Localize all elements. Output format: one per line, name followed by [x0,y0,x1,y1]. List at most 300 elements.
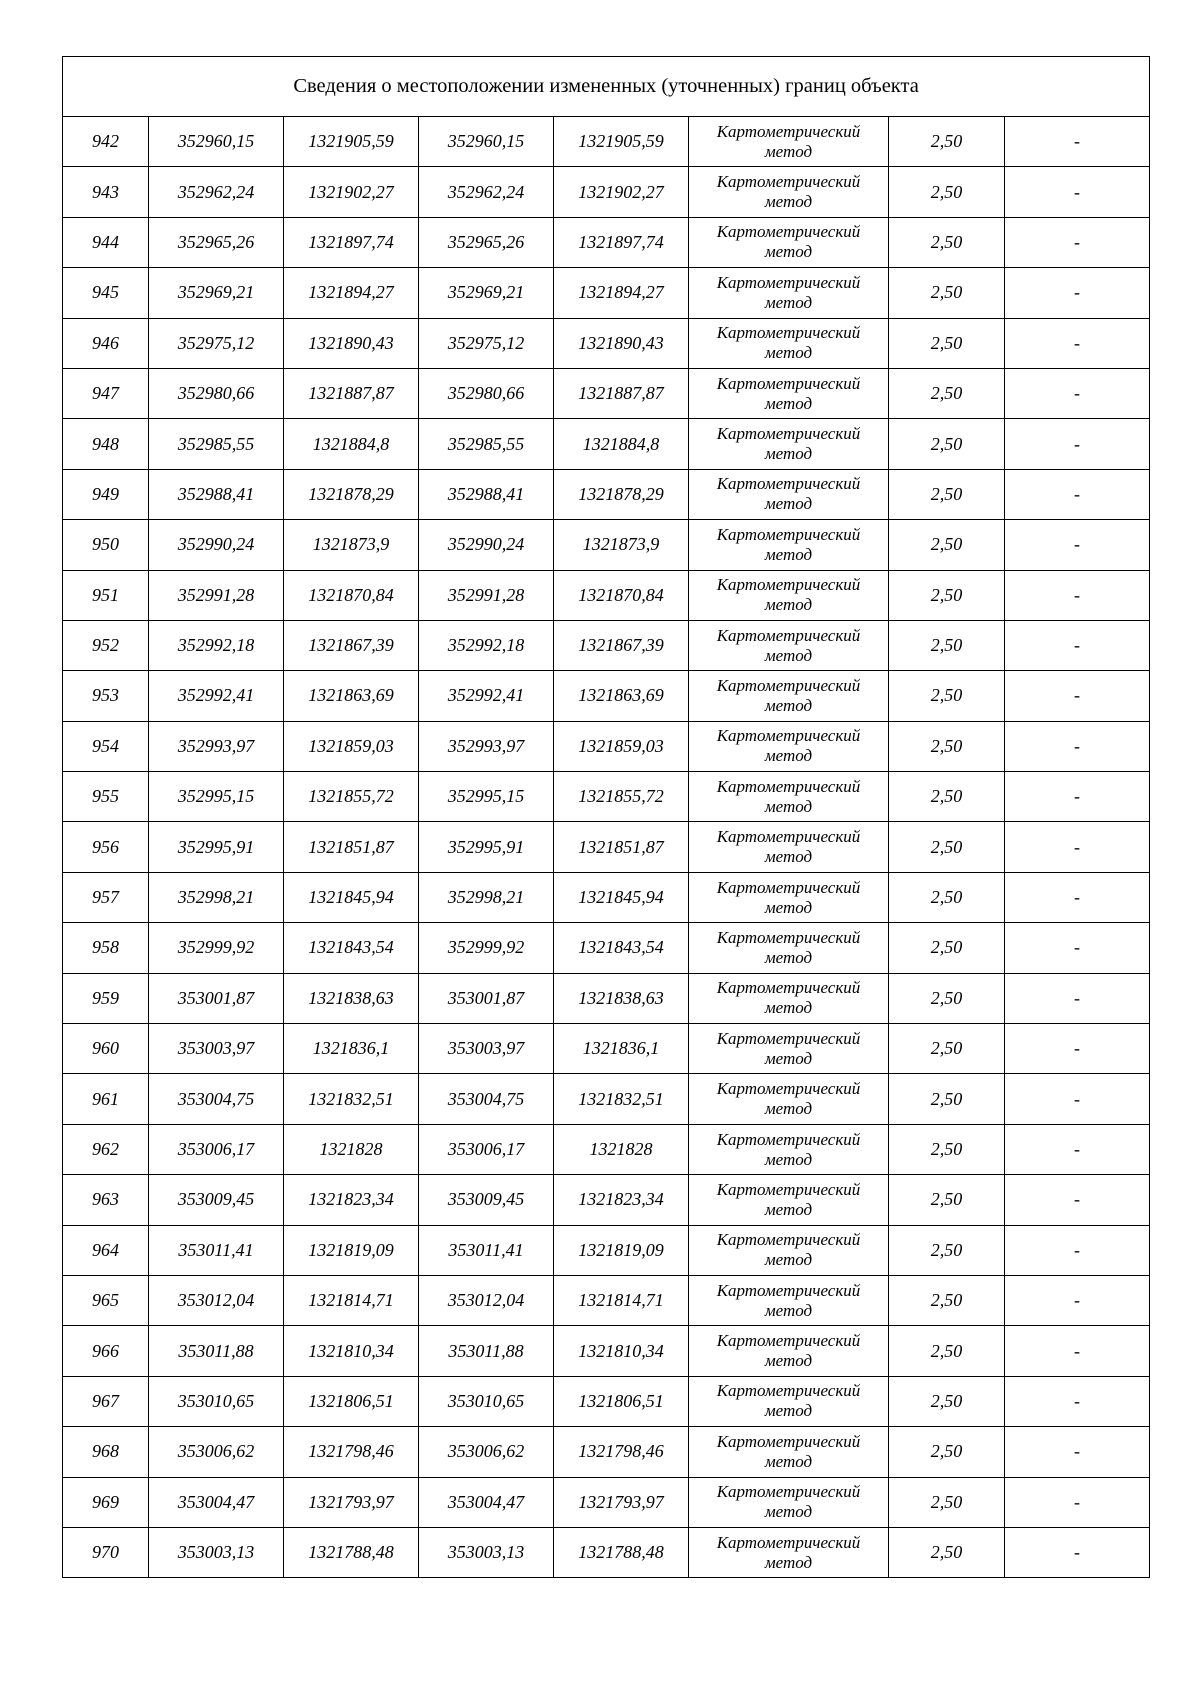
point-number-cell: 964 [63,1225,149,1275]
y-refined-cell: 1321870,84 [554,570,689,620]
method-line-2: метод [764,897,813,917]
table-row [63,368,1150,418]
x-refined-cell: 352960,15 [419,117,554,167]
method-line-1: Картометрический [716,1532,861,1552]
point-number-cell: 947 [63,368,149,418]
method-cell [689,1326,889,1376]
table-row [63,1477,1150,1527]
method-line-2: метод [764,494,813,514]
x-existing-cell: 352975,12 [149,318,284,368]
description-cell: - [1005,419,1150,469]
description-cell: - [1005,268,1150,318]
table-row [63,419,1150,469]
point-number-cell: 944 [63,217,149,267]
accuracy-cell: 2,50 [889,469,1005,519]
description-cell: - [1005,368,1150,418]
accuracy-cell: 2,50 [889,620,1005,670]
method-cell [689,1124,889,1174]
method-line-1: Картометрический [716,524,861,544]
table-row [63,1124,1150,1174]
method-cell [689,620,889,670]
point-number-cell: 957 [63,872,149,922]
boundary-coordinates-table [62,56,1150,1578]
accuracy-cell: 2,50 [889,973,1005,1023]
y-existing-cell: 1321887,87 [284,368,419,418]
description-cell: - [1005,923,1150,973]
point-number-cell: 967 [63,1376,149,1426]
method-line-1: Картометрический [716,172,861,192]
x-refined-cell: 352995,15 [419,772,554,822]
method-line-2: метод [764,1351,813,1371]
point-number-cell: 962 [63,1124,149,1174]
description-cell: - [1005,520,1150,570]
y-existing-cell: 1321810,34 [284,1326,419,1376]
accuracy-cell: 2,50 [889,1024,1005,1074]
table-row [63,117,1150,167]
method-line-1: Картометрический [716,272,861,292]
x-existing-cell: 352990,24 [149,520,284,570]
y-refined-cell: 1321855,72 [554,772,689,822]
method-line-1: Картометрический [716,1431,861,1451]
method-cell [689,520,889,570]
x-existing-cell: 352995,15 [149,772,284,822]
x-existing-cell: 353011,41 [149,1225,284,1275]
method-line-1: Картометрический [716,625,861,645]
point-number-cell: 953 [63,671,149,721]
method-line-1: Картометрический [716,978,861,998]
method-cell [689,318,889,368]
method-cell [689,167,889,217]
method-line-1: Картометрический [716,1129,861,1149]
point-number-cell: 946 [63,318,149,368]
method-line-1: Картометрический [716,726,861,746]
y-refined-cell: 1321867,39 [554,620,689,670]
x-existing-cell: 352980,66 [149,368,284,418]
x-existing-cell: 352962,24 [149,167,284,217]
y-refined-cell: 1321897,74 [554,217,689,267]
description-cell: - [1005,1024,1150,1074]
y-refined-cell: 1321845,94 [554,872,689,922]
x-refined-cell: 353011,88 [419,1326,554,1376]
x-refined-cell: 352995,91 [419,822,554,872]
description-cell: - [1005,469,1150,519]
x-refined-cell: 352992,41 [419,671,554,721]
y-existing-cell: 1321851,87 [284,822,419,872]
method-cell [689,1527,889,1577]
x-existing-cell: 353004,75 [149,1074,284,1124]
table-row [63,1074,1150,1124]
description-cell: - [1005,570,1150,620]
method-cell [689,1225,889,1275]
method-line-1: Картометрический [716,323,861,343]
method-line-2: метод [764,192,813,212]
table-row [63,167,1150,217]
description-cell: - [1005,1074,1150,1124]
y-existing-cell: 1321832,51 [284,1074,419,1124]
table-row [63,822,1150,872]
accuracy-cell: 2,50 [889,520,1005,570]
y-refined-cell: 1321788,48 [554,1527,689,1577]
accuracy-cell: 2,50 [889,1225,1005,1275]
x-refined-cell: 352999,92 [419,923,554,973]
y-refined-cell: 1321832,51 [554,1074,689,1124]
x-existing-cell: 353001,87 [149,973,284,1023]
accuracy-cell: 2,50 [889,721,1005,771]
method-line-2: метод [764,947,813,967]
method-line-2: метод [764,141,813,161]
method-line-2: метод [764,847,813,867]
x-existing-cell: 352991,28 [149,570,284,620]
x-refined-cell: 352965,26 [419,217,554,267]
x-existing-cell: 353004,47 [149,1477,284,1527]
point-number-cell: 954 [63,721,149,771]
y-refined-cell: 1321838,63 [554,973,689,1023]
table-row [63,620,1150,670]
y-refined-cell: 1321798,46 [554,1427,689,1477]
x-refined-cell: 353001,87 [419,973,554,1023]
table-title: Сведения о местоположении измененных (уточненных) границ объекта [63,57,1150,117]
x-existing-cell: 352969,21 [149,268,284,318]
description-cell: - [1005,772,1150,822]
x-existing-cell: 353010,65 [149,1376,284,1426]
y-existing-cell: 1321905,59 [284,117,419,167]
accuracy-cell: 2,50 [889,1477,1005,1527]
method-line-2: метод [764,746,813,766]
accuracy-cell: 2,50 [889,1175,1005,1225]
table-row [63,923,1150,973]
y-refined-cell: 1321836,1 [554,1024,689,1074]
method-cell [689,872,889,922]
x-refined-cell: 352980,66 [419,368,554,418]
description-cell: - [1005,318,1150,368]
method-line-1: Картометрический [716,222,861,242]
method-line-2: метод [764,292,813,312]
method-cell [689,268,889,318]
accuracy-cell: 2,50 [889,368,1005,418]
method-cell [689,973,889,1023]
x-refined-cell: 353011,41 [419,1225,554,1275]
y-refined-cell: 1321884,8 [554,419,689,469]
x-refined-cell: 352993,97 [419,721,554,771]
x-refined-cell: 353010,65 [419,1376,554,1426]
x-refined-cell: 353012,04 [419,1275,554,1325]
x-refined-cell: 353004,75 [419,1074,554,1124]
method-line-1: Картометрический [716,1482,861,1502]
y-refined-cell: 1321878,29 [554,469,689,519]
method-line-2: метод [764,1300,813,1320]
y-refined-cell: 1321823,34 [554,1175,689,1225]
description-cell: - [1005,1477,1150,1527]
x-refined-cell: 352990,24 [419,520,554,570]
point-number-cell: 960 [63,1024,149,1074]
method-line-2: метод [764,998,813,1018]
method-cell [689,772,889,822]
method-line-1: Картометрический [716,1280,861,1300]
x-refined-cell: 352992,18 [419,620,554,670]
y-existing-cell: 1321894,27 [284,268,419,318]
description-cell: - [1005,1376,1150,1426]
y-existing-cell: 1321855,72 [284,772,419,822]
x-existing-cell: 353003,97 [149,1024,284,1074]
point-number-cell: 943 [63,167,149,217]
description-cell: - [1005,721,1150,771]
method-line-1: Картометрический [716,121,861,141]
method-cell [689,1074,889,1124]
x-refined-cell: 353006,62 [419,1427,554,1477]
method-line-1: Картометрический [716,927,861,947]
table-row [63,973,1150,1023]
y-existing-cell: 1321863,69 [284,671,419,721]
x-existing-cell: 352985,55 [149,419,284,469]
x-refined-cell: 352975,12 [419,318,554,368]
y-refined-cell: 1321851,87 [554,822,689,872]
description-cell: - [1005,973,1150,1023]
x-refined-cell: 352962,24 [419,167,554,217]
x-existing-cell: 352993,97 [149,721,284,771]
description-cell: - [1005,217,1150,267]
accuracy-cell: 2,50 [889,671,1005,721]
description-cell: - [1005,822,1150,872]
x-existing-cell: 352998,21 [149,872,284,922]
table-row [63,772,1150,822]
method-line-1: Картометрический [716,575,861,595]
y-existing-cell: 1321867,39 [284,620,419,670]
y-refined-cell: 1321905,59 [554,117,689,167]
x-existing-cell: 352992,41 [149,671,284,721]
accuracy-cell: 2,50 [889,1376,1005,1426]
y-existing-cell: 1321845,94 [284,872,419,922]
y-existing-cell: 1321806,51 [284,1376,419,1426]
y-refined-cell: 1321887,87 [554,368,689,418]
point-number-cell: 961 [63,1074,149,1124]
x-existing-cell: 353009,45 [149,1175,284,1225]
description-cell: - [1005,1427,1150,1477]
method-cell [689,1275,889,1325]
point-number-cell: 965 [63,1275,149,1325]
point-number-cell: 968 [63,1427,149,1477]
x-refined-cell: 352998,21 [419,872,554,922]
accuracy-cell: 2,50 [889,1527,1005,1577]
method-line-1: Картометрический [716,1079,861,1099]
table-row [63,217,1150,267]
accuracy-cell: 2,50 [889,1427,1005,1477]
method-line-1: Картометрический [716,1381,861,1401]
x-refined-cell: 352969,21 [419,268,554,318]
y-existing-cell: 1321878,29 [284,469,419,519]
x-refined-cell: 353006,17 [419,1124,554,1174]
x-existing-cell: 352999,92 [149,923,284,973]
accuracy-cell: 2,50 [889,872,1005,922]
method-line-2: метод [764,1099,813,1119]
y-refined-cell: 1321890,43 [554,318,689,368]
point-number-cell: 970 [63,1527,149,1577]
table-row [63,1024,1150,1074]
method-line-1: Картометрический [716,1331,861,1351]
y-existing-cell: 1321819,09 [284,1225,419,1275]
y-refined-cell: 1321863,69 [554,671,689,721]
point-number-cell: 955 [63,772,149,822]
method-cell [689,1477,889,1527]
method-line-1: Картометрический [716,373,861,393]
x-refined-cell: 352988,41 [419,469,554,519]
table-row [63,1175,1150,1225]
accuracy-cell: 2,50 [889,419,1005,469]
y-refined-cell: 1321793,97 [554,1477,689,1527]
description-cell: - [1005,1326,1150,1376]
method-cell [689,469,889,519]
y-refined-cell: 1321894,27 [554,268,689,318]
description-cell: - [1005,1175,1150,1225]
accuracy-cell: 2,50 [889,772,1005,822]
x-existing-cell: 352965,26 [149,217,284,267]
description-cell: - [1005,671,1150,721]
accuracy-cell: 2,50 [889,117,1005,167]
method-cell [689,1175,889,1225]
description-cell: - [1005,167,1150,217]
accuracy-cell: 2,50 [889,570,1005,620]
accuracy-cell: 2,50 [889,268,1005,318]
point-number-cell: 969 [63,1477,149,1527]
y-existing-cell: 1321838,63 [284,973,419,1023]
accuracy-cell: 2,50 [889,923,1005,973]
point-number-cell: 966 [63,1326,149,1376]
y-refined-cell: 1321859,03 [554,721,689,771]
y-refined-cell: 1321806,51 [554,1376,689,1426]
y-existing-cell: 1321798,46 [284,1427,419,1477]
table-row [63,1527,1150,1577]
y-existing-cell: 1321870,84 [284,570,419,620]
x-refined-cell: 352991,28 [419,570,554,620]
method-line-2: метод [764,1451,813,1471]
x-existing-cell: 353006,62 [149,1427,284,1477]
point-number-cell: 942 [63,117,149,167]
point-number-cell: 952 [63,620,149,670]
method-cell [689,923,889,973]
method-line-2: метод [764,393,813,413]
method-line-2: метод [764,544,813,564]
accuracy-cell: 2,50 [889,167,1005,217]
y-existing-cell: 1321788,48 [284,1527,419,1577]
description-cell: - [1005,1527,1150,1577]
y-existing-cell: 1321793,97 [284,1477,419,1527]
method-line-2: метод [764,343,813,363]
accuracy-cell: 2,50 [889,1275,1005,1325]
y-existing-cell: 1321828 [284,1124,419,1174]
x-refined-cell: 353003,13 [419,1527,554,1577]
table-row [63,520,1150,570]
method-line-2: метод [764,1502,813,1522]
method-cell [689,368,889,418]
method-cell [689,570,889,620]
method-line-1: Картометрический [716,1028,861,1048]
accuracy-cell: 2,50 [889,1124,1005,1174]
x-refined-cell: 353009,45 [419,1175,554,1225]
method-line-2: метод [764,645,813,665]
description-cell: - [1005,1124,1150,1174]
method-line-1: Картометрический [716,424,861,444]
y-existing-cell: 1321897,74 [284,217,419,267]
point-number-cell: 963 [63,1175,149,1225]
x-existing-cell: 353011,88 [149,1326,284,1376]
table-row [63,1376,1150,1426]
y-refined-cell: 1321814,71 [554,1275,689,1325]
table-row [63,721,1150,771]
point-number-cell: 949 [63,469,149,519]
table-row [63,268,1150,318]
method-line-2: метод [764,595,813,615]
table-row [63,872,1150,922]
method-cell [689,721,889,771]
y-refined-cell: 1321902,27 [554,167,689,217]
method-line-2: метод [764,1552,813,1572]
description-cell: - [1005,1275,1150,1325]
point-number-cell: 951 [63,570,149,620]
table-row [63,570,1150,620]
description-cell: - [1005,117,1150,167]
y-existing-cell: 1321890,43 [284,318,419,368]
description-cell: - [1005,1225,1150,1275]
method-line-2: метод [764,695,813,715]
table-body [63,57,1150,1578]
x-existing-cell: 353003,13 [149,1527,284,1577]
point-number-cell: 958 [63,923,149,973]
table-title-row [63,57,1150,117]
y-existing-cell: 1321843,54 [284,923,419,973]
point-number-cell: 950 [63,520,149,570]
table-row [63,469,1150,519]
y-existing-cell: 1321902,27 [284,167,419,217]
accuracy-cell: 2,50 [889,822,1005,872]
point-number-cell: 948 [63,419,149,469]
method-line-2: метод [764,1048,813,1068]
x-refined-cell: 353003,97 [419,1024,554,1074]
method-cell [689,671,889,721]
table-row [63,671,1150,721]
method-line-2: метод [764,1149,813,1169]
method-line-2: метод [764,796,813,816]
method-line-1: Картометрический [716,474,861,494]
method-cell [689,1024,889,1074]
method-line-2: метод [764,242,813,262]
point-number-cell: 959 [63,973,149,1023]
y-existing-cell: 1321859,03 [284,721,419,771]
x-refined-cell: 353004,47 [419,1477,554,1527]
method-cell [689,1427,889,1477]
accuracy-cell: 2,50 [889,318,1005,368]
method-line-2: метод [764,444,813,464]
method-line-1: Картометрический [716,1230,861,1250]
x-existing-cell: 353012,04 [149,1275,284,1325]
point-number-cell: 945 [63,268,149,318]
y-refined-cell: 1321843,54 [554,923,689,973]
accuracy-cell: 2,50 [889,217,1005,267]
y-existing-cell: 1321823,34 [284,1175,419,1225]
table-row [63,1275,1150,1325]
accuracy-cell: 2,50 [889,1074,1005,1124]
y-existing-cell: 1321836,1 [284,1024,419,1074]
method-cell [689,117,889,167]
method-line-2: метод [764,1250,813,1270]
table-row [63,1225,1150,1275]
method-cell [689,419,889,469]
table-row [63,1326,1150,1376]
x-existing-cell: 353006,17 [149,1124,284,1174]
table-row [63,1427,1150,1477]
accuracy-cell: 2,50 [889,1326,1005,1376]
x-existing-cell: 352995,91 [149,822,284,872]
y-refined-cell: 1321819,09 [554,1225,689,1275]
x-existing-cell: 352960,15 [149,117,284,167]
